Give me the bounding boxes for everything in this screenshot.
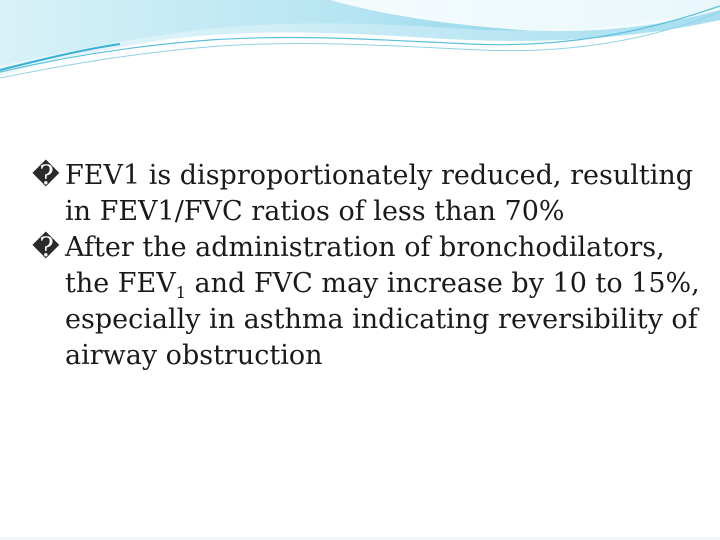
header-wave-decoration: [0, 0, 720, 90]
bullet-text-end: and FVC may increase by 10 to 15%, especially in asthma indicating reversibility of airway obstruction: [65, 268, 700, 371]
bullet-item: [32, 230, 702, 374]
bullet-text-start: After the administration of bronchodilators, the FEV: [65, 232, 665, 299]
subscript: 1: [175, 283, 186, 302]
slide-body: [32, 158, 702, 374]
bullet-glyph-icon: �: [32, 232, 60, 263]
bullet-item: [32, 158, 702, 230]
bullet-glyph-icon: �: [32, 160, 60, 191]
bullet-text: FEV1 is disproportionately reduced, resulting in FEV1/FVC ratios of less than 70%: [65, 160, 694, 227]
